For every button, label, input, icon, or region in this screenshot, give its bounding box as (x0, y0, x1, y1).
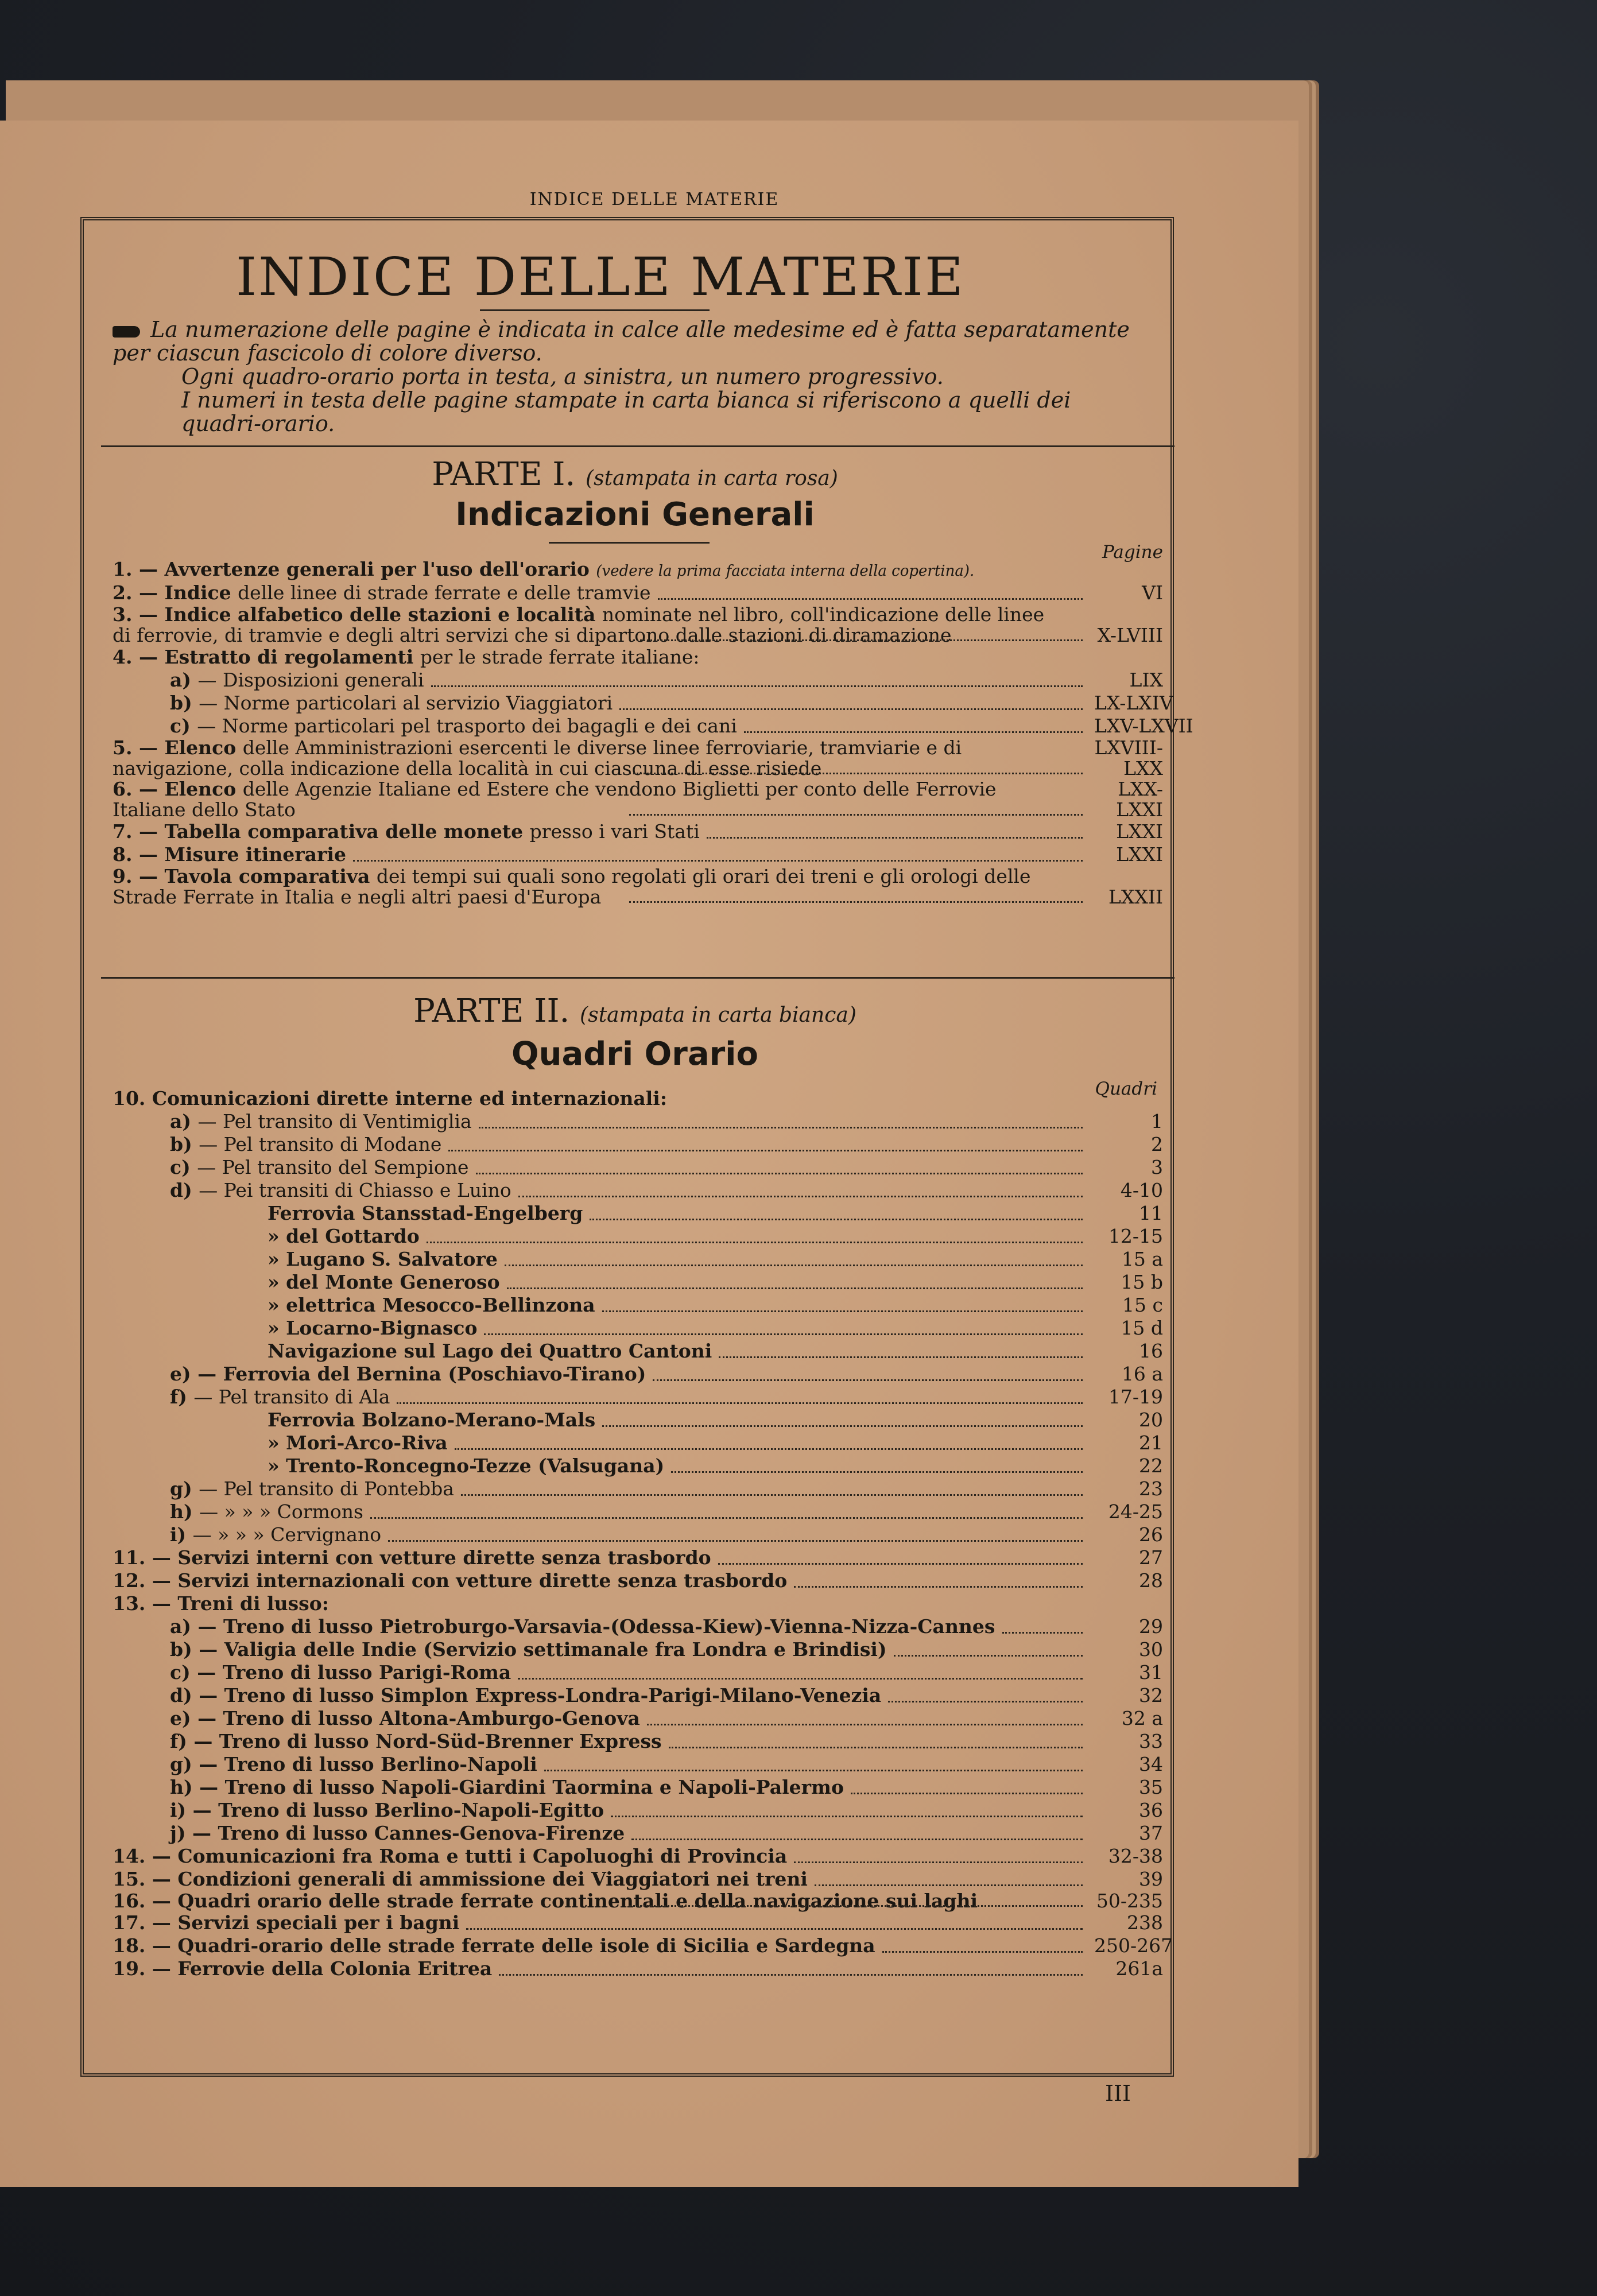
entry-number: 8. (113, 843, 139, 866)
part2-entry (113, 1957, 1163, 1980)
entry-number: a) (170, 1110, 198, 1133)
entry-number: 16. (113, 1890, 152, 1912)
entry-page: 37 (1139, 1822, 1163, 1844)
part2-entry (113, 1477, 1163, 1500)
leader-dots (658, 598, 1083, 600)
entry-number: f) (170, 1386, 194, 1408)
leader-dots (707, 837, 1083, 839)
part1-entry: c) — Norme particolari pel trasporto dei bagagli e dei cani LXV-LXVII (170, 715, 1193, 737)
entry-number: 5. (113, 736, 139, 759)
entry-number: j) (170, 1822, 193, 1844)
entry-number: e) (170, 1707, 198, 1729)
part2-entry (113, 1615, 1163, 1638)
entry-label: — Pel transito di Modane (199, 1133, 442, 1155)
part2-entry (113, 1868, 1163, 1891)
entry-page: VI (1142, 581, 1163, 604)
leader-dots (353, 860, 1083, 862)
running-head: INDICE DELLE MATERIE (529, 189, 780, 210)
entry-label: — Treno di lusso Simplon Express-Londra-Parigi-Milano-Venezia (199, 1684, 882, 1707)
leader-dots (590, 1219, 1083, 1220)
entry-page: 24-25 (1108, 1500, 1163, 1523)
entry-description: dei tempi sui quali sono regolati gli orari dei treni e gli orologi delle Strade Ferrate in Italia e negli altri paesi d'Europa (113, 865, 1031, 908)
entry-number: 12. (113, 1569, 152, 1592)
part1-entry (113, 738, 1163, 779)
part2-quadri-label: Quadri (1095, 1079, 1157, 1099)
leader-dots (882, 1951, 1083, 1953)
entry-number: a) (170, 1615, 198, 1638)
entry-number: 1. (113, 558, 139, 580)
entry-page: 15 d (1121, 1317, 1163, 1339)
entry-page: 15 c (1122, 1294, 1163, 1316)
entry-page: 20 (1139, 1409, 1163, 1431)
leader-dots (397, 1402, 1083, 1404)
entry-page: 11 (1139, 1202, 1163, 1224)
leader-dots (602, 1310, 1083, 1312)
entry-label: — Ferrovie della Colonia Eritrea (152, 1957, 493, 1980)
entry-label: Ferrovia Stansstad-Engelberg (268, 1202, 583, 1224)
part2-entry (113, 1638, 1163, 1661)
leader-dots (744, 731, 1083, 733)
entry-title: — Misure itinerarie (138, 843, 346, 866)
entry-label: — Treno di lusso Berlino-Napoli (199, 1753, 537, 1775)
intro-notes (113, 318, 1157, 436)
entry-number: 2. (113, 581, 139, 604)
title-rule (480, 309, 710, 311)
part2-entry (113, 1271, 1163, 1294)
entry-label: Comunicazioni dirette interne ed internazionali: (152, 1087, 667, 1110)
part2-entry (113, 1432, 1163, 1455)
entry-label: » Locarno-Bignasco (268, 1317, 478, 1339)
entry-page: 29 (1139, 1615, 1163, 1638)
divider-middle (101, 977, 1175, 979)
part2-entry (113, 1087, 1163, 1110)
leader-dots (518, 1678, 1083, 1680)
leader-dots (629, 814, 1083, 816)
part2-subtitle: Quadri Orario (511, 1035, 758, 1073)
leader-dots (466, 1928, 1083, 1930)
entry-page: 21 (1139, 1432, 1163, 1454)
entry-label: Navigazione sul Lago dei Quattro Cantoni (268, 1340, 712, 1362)
entry-page: 4-10 (1120, 1179, 1163, 1201)
entry-label: — Pei transiti di Chiasso e Luino (199, 1179, 511, 1201)
part1-heading: PARTE I. (stampata in carta rosa) (432, 456, 838, 493)
part1-entry: a) — Disposizioni generali LIX (170, 669, 1163, 691)
part2-entry (113, 1684, 1163, 1707)
leader-dots (518, 1196, 1083, 1197)
part2-entry (113, 1409, 1163, 1432)
leader-dots (794, 1861, 1083, 1863)
part1-note: (stampata in carta rosa) (586, 467, 838, 490)
entry-number: g) (170, 1477, 199, 1500)
entry-label: — Pel transito di Pontebba (199, 1477, 454, 1500)
part1-entry (113, 779, 1163, 820)
leader-dots (894, 1655, 1083, 1657)
entry-number: 6. (113, 778, 139, 800)
entry-page: 16 a (1121, 1363, 1163, 1385)
part2-entry (113, 1317, 1163, 1340)
entry-number: c) (170, 1156, 197, 1178)
entry-label: — Treno di lusso Berlino-Napoli-Egitto (192, 1799, 604, 1821)
entry-label: — Pel transito di Ventimiglia (197, 1110, 472, 1133)
entry-title: — Indice (138, 581, 238, 604)
entry-number: 13. (113, 1592, 152, 1615)
leader-dots (888, 1701, 1083, 1702)
entry-number: 11. (113, 1546, 152, 1569)
content-frame (80, 217, 1193, 2077)
part2-entry (113, 1202, 1163, 1225)
entry-page: 32 (1139, 1684, 1163, 1707)
divider-top (101, 445, 1175, 447)
entry-number: b) (170, 692, 199, 714)
entry-page: 16 (1139, 1340, 1163, 1362)
part1-pages-label: Pagine (1102, 542, 1163, 563)
entry-description: Norme particolari al servizio Viaggiatori (223, 692, 613, 714)
leader-dots (671, 1471, 1083, 1473)
entry-title: — Estratto di regolamenti (138, 646, 420, 668)
entry-label: — » » » Cervignano (192, 1523, 382, 1546)
entry-label: — Quadri-orario delle strade ferrate delle isole di Sicilia e Sardegna (152, 1934, 875, 1957)
leader-dots (851, 1793, 1083, 1794)
part2-entry (113, 1523, 1163, 1546)
entry-number: d) (170, 1179, 199, 1201)
entry-description: per le strade ferrate italiane: (420, 646, 700, 668)
entry-page: 15 a (1121, 1248, 1163, 1270)
entry-label: — Treno di lusso Cannes-Genova-Firenze (192, 1822, 625, 1844)
entry-page: 31 (1139, 1661, 1163, 1684)
entry-title: — Tavola comparativa (138, 865, 377, 887)
leader-dots (647, 1724, 1083, 1725)
entry-title: — Tabella comparativa delle monete (138, 820, 530, 843)
entry-label: — Treno di lusso Altona-Amburgo-Genova (197, 1707, 640, 1729)
entry-description: delle linee di strade ferrate e delle tramvie (238, 581, 651, 604)
leader-dots (479, 1127, 1083, 1128)
part2-entry (113, 1911, 1163, 1934)
leader-dots (505, 1265, 1083, 1266)
entry-label: — Treno di lusso Napoli-Giardini Taormina e Napoli-Palermo (199, 1776, 844, 1798)
entry-number: h) (170, 1500, 200, 1523)
part1-subtitle-rule (549, 542, 710, 544)
entry-page: 34 (1139, 1753, 1163, 1775)
part2-entry (113, 1386, 1163, 1409)
part2-entry (113, 1661, 1163, 1684)
page-title: INDICE DELLE MATERIE (235, 246, 966, 308)
entry-page: 3 (1151, 1156, 1163, 1178)
entry-label: — Condizioni generali di ammissione dei Viaggiatori nei treni (152, 1868, 808, 1890)
entry-description: presso i vari Stati (529, 820, 700, 843)
leader-dots (619, 708, 1083, 710)
entry-number: g) (170, 1753, 199, 1775)
entry-label: » elettrica Mesocco-Bellinzona (268, 1294, 595, 1316)
leader-dots (1002, 1632, 1083, 1634)
entry-label: » Trento-Roncegno-Tezze (Valsugana) (268, 1455, 665, 1477)
page-number: III (1105, 2081, 1131, 2106)
part2-entry (113, 1133, 1163, 1156)
leader-dots (653, 1379, 1083, 1381)
part2-heading: PARTE II. (stampata in carta bianca) (413, 992, 856, 1030)
part1-entry (113, 581, 1163, 604)
entry-label: — Treno di lusso Pietroburgo-Varsavia-(Odessa-Kiew)-Vienna-Nizza-Cannes (197, 1615, 995, 1638)
part2-entry (113, 1934, 1173, 1957)
entry-page: 35 (1139, 1776, 1163, 1798)
entry-number: 7. (113, 820, 139, 843)
entry-description: (vedere la prima facciata interna della copertina). (596, 563, 975, 580)
entry-label: » Mori-Arco-Riva (268, 1432, 448, 1454)
leader-dots (507, 1287, 1083, 1289)
entry-number: e) (170, 1363, 198, 1385)
intro-note-1: La numerazione delle pagine è indicata in calce alle medesime ed è fatta separatamente per ciascun fascicolo di colore diverso. (113, 317, 1130, 366)
entry-page: X-LVIII (1097, 624, 1163, 646)
entry-page: LXVIII-LXX (1094, 736, 1163, 779)
leader-dots (499, 1974, 1083, 1976)
entry-page: 32-38 (1108, 1845, 1163, 1867)
entry-number: d) (170, 1684, 199, 1707)
entry-page: 250-267 (1094, 1934, 1173, 1957)
entry-page: 22 (1139, 1455, 1163, 1477)
entry-label: — Servizi speciali per i bagni (152, 1911, 460, 1934)
entry-description: Disposizioni generali (223, 669, 424, 691)
entry-page: LX-LXIV (1094, 692, 1173, 714)
entry-number: 17. (113, 1911, 152, 1934)
entry-description: Norme particolari pel trasporto dei bagagli e dei cani (222, 715, 737, 737)
entry-page: 28 (1139, 1569, 1163, 1592)
entry-number: b) (170, 1133, 199, 1155)
entry-page: 12-15 (1108, 1225, 1163, 1247)
leader-dots (629, 773, 1083, 774)
leader-dots (476, 1173, 1083, 1174)
part1-entry (113, 604, 1163, 646)
entry-title: — Indice alfabetico delle stazioni e località (138, 603, 602, 626)
leader-dots (602, 1425, 1083, 1427)
entry-page: 2 (1151, 1133, 1163, 1155)
entry-label: — Treni di lusso: (152, 1592, 329, 1615)
part2-entry (113, 1363, 1163, 1386)
leader-dots (388, 1540, 1083, 1542)
entry-page: LXXII (1108, 886, 1163, 908)
part1-entry (113, 559, 1163, 581)
leader-dots (669, 1747, 1083, 1748)
entry-title: — Elenco (138, 778, 243, 800)
entry-label: Ferrovia Bolzano-Merano-Mals (268, 1409, 596, 1431)
leader-dots (484, 1333, 1083, 1335)
entry-number: i) (170, 1523, 193, 1546)
leader-dots (611, 1816, 1083, 1817)
entry-label: — Treno di lusso Parigi-Roma (197, 1661, 511, 1684)
entry-page: 238 (1127, 1911, 1163, 1934)
part2-entry (113, 1179, 1163, 1202)
entry-label: — Valigia delle Indie (Servizio settimanale fra Londra e Brindisi) (199, 1638, 887, 1661)
part2-entry (113, 1822, 1163, 1845)
entry-page: 17-19 (1108, 1386, 1163, 1408)
leader-dots (461, 1494, 1083, 1496)
entry-page: 50-235 (1096, 1890, 1163, 1912)
part1-entry: b) — Norme particolari al servizio Viaggiatori LX-LXIV (170, 692, 1173, 714)
leader-dots (629, 639, 1083, 641)
leader-dots (718, 1563, 1083, 1565)
entry-title: — Avvertenze generali per l'uso dell'orario (138, 558, 596, 580)
leader-dots (455, 1448, 1083, 1450)
leader-dots (370, 1517, 1083, 1519)
part2-entry (113, 1225, 1163, 1248)
entry-number: 19. (113, 1957, 152, 1980)
part2-entry (113, 1500, 1163, 1523)
entry-number: 9. (113, 865, 139, 887)
leader-dots (629, 1905, 1083, 1907)
part2-toc (113, 1087, 1173, 1980)
entry-page: LXV-LXVII (1094, 715, 1193, 737)
entry-page: 261a (1115, 1957, 1163, 1980)
entry-number: 18. (113, 1934, 152, 1957)
part2-entry (113, 1110, 1163, 1133)
pointing-hand-icon (113, 326, 140, 338)
entry-number: b) (170, 1638, 199, 1661)
entry-number: 15. (113, 1868, 152, 1890)
part1-subtitle: Indicazioni Generali (455, 496, 815, 533)
part2-entry (113, 1340, 1163, 1363)
entry-page: 23 (1139, 1477, 1163, 1500)
part2-entry (113, 1707, 1163, 1730)
leader-dots (431, 685, 1083, 687)
part2-entry (113, 1248, 1163, 1271)
leader-dots (631, 1839, 1083, 1840)
part1-toc (113, 558, 1193, 908)
entry-number: f) (170, 1730, 194, 1752)
part2-entry (113, 1799, 1163, 1822)
entry-label: — Ferrovia del Bernina (Poschiavo-Tirano) (197, 1363, 646, 1385)
entry-page: LIX (1129, 669, 1163, 691)
part2-entry (113, 1569, 1163, 1592)
part2-entry (113, 1294, 1163, 1317)
entry-page: LXXI (1116, 843, 1163, 866)
part2-entry (113, 1455, 1163, 1477)
entry-page: 1 (1151, 1110, 1163, 1133)
part1-entry (113, 820, 1163, 843)
entry-title: — Elenco (138, 736, 243, 759)
intro-note-2: Ogni quadro-orario porta in testa, a sinistra, un numero progressivo. (181, 364, 944, 389)
part1-entry (113, 843, 1163, 866)
leader-dots (719, 1356, 1083, 1358)
entry-page: 33 (1139, 1730, 1163, 1752)
entry-page: 32 a (1121, 1707, 1163, 1729)
part1-entry (113, 866, 1163, 907)
entry-number: 4. (113, 646, 139, 668)
entry-number: i) (170, 1799, 193, 1821)
part2-entry (113, 1776, 1163, 1799)
entry-label: — Servizi internazionali con vetture dirette senza trasbordo (152, 1569, 788, 1592)
entry-number: 14. (113, 1845, 152, 1867)
entry-number: 3. (113, 603, 139, 626)
entry-page: LXXI (1116, 820, 1163, 843)
part2-entry (113, 1156, 1163, 1179)
leader-dots (448, 1150, 1083, 1151)
entry-number: h) (170, 1776, 200, 1798)
entry-number: c) (170, 715, 197, 737)
entry-number: 10. (113, 1087, 152, 1110)
entry-page: 27 (1139, 1546, 1163, 1569)
part1-entry (113, 646, 1163, 669)
entry-label: — Comunicazioni fra Roma e tutti i Capoluoghi di Provincia (152, 1845, 788, 1867)
part2-entry (113, 1891, 1163, 1911)
entry-label: — » » » Cormons (199, 1500, 363, 1523)
entry-page: 36 (1139, 1799, 1163, 1821)
entry-label: — Quadri orario delle strade ferrate continentali e della navigazione sui laghi (152, 1890, 978, 1912)
entry-description: delle Agenzie Italiane ed Estere che vendono Biglietti per conto delle Ferrovie Italiane dello Stato (113, 778, 997, 821)
entry-label: — Servizi interni con vetture dirette senza trasbordo (152, 1546, 711, 1569)
part2-entry (113, 1546, 1163, 1569)
entry-description: delle Amministrazioni esercenti le diverse linee ferroviarie, tramviarie e di navigazione, colla indicazione della località in cui ciascuna di esse risiede (113, 736, 962, 779)
leader-dots (815, 1884, 1083, 1886)
entry-number: c) (170, 1661, 197, 1684)
part2-entry (113, 1592, 1163, 1615)
entry-label: » del Monte Generoso (268, 1271, 500, 1293)
entry-label: » del Gottardo (268, 1225, 420, 1247)
leader-dots (794, 1586, 1083, 1588)
part2-entry (113, 1730, 1163, 1753)
entry-number: a) (170, 669, 198, 691)
entry-page: 30 (1139, 1638, 1163, 1661)
entry-label: — Pel transito di Ala (193, 1386, 390, 1408)
entry-page: LXX-LXXI (1116, 778, 1163, 821)
entry-label: — Treno di lusso Nord-Süd-Brenner Express (193, 1730, 662, 1752)
leader-dots (544, 1770, 1083, 1771)
intro-note-3: I numeri in testa delle pagine stampate in carta bianca si riferiscono a quelli dei quadri-orario. (181, 387, 1071, 436)
entry-page: 39 (1139, 1868, 1163, 1890)
entry-page: 15 b (1121, 1271, 1163, 1293)
part2-entry (113, 1753, 1163, 1776)
entry-description: nominate nel libro, coll'indicazione delle linee di ferrovie, di tramvie e degli altri servizi che si dipartono dalle stazioni di diramazione (113, 603, 1045, 646)
part2-entry (113, 1845, 1163, 1868)
part2-note: (stampata in carta bianca) (580, 1003, 856, 1027)
leader-dots (629, 901, 1083, 903)
leader-dots (427, 1242, 1083, 1243)
entry-page: 26 (1139, 1523, 1163, 1546)
entry-label: » Lugano S. Salvatore (268, 1248, 498, 1270)
entry-label: — Pel transito del Sempione (197, 1156, 469, 1178)
